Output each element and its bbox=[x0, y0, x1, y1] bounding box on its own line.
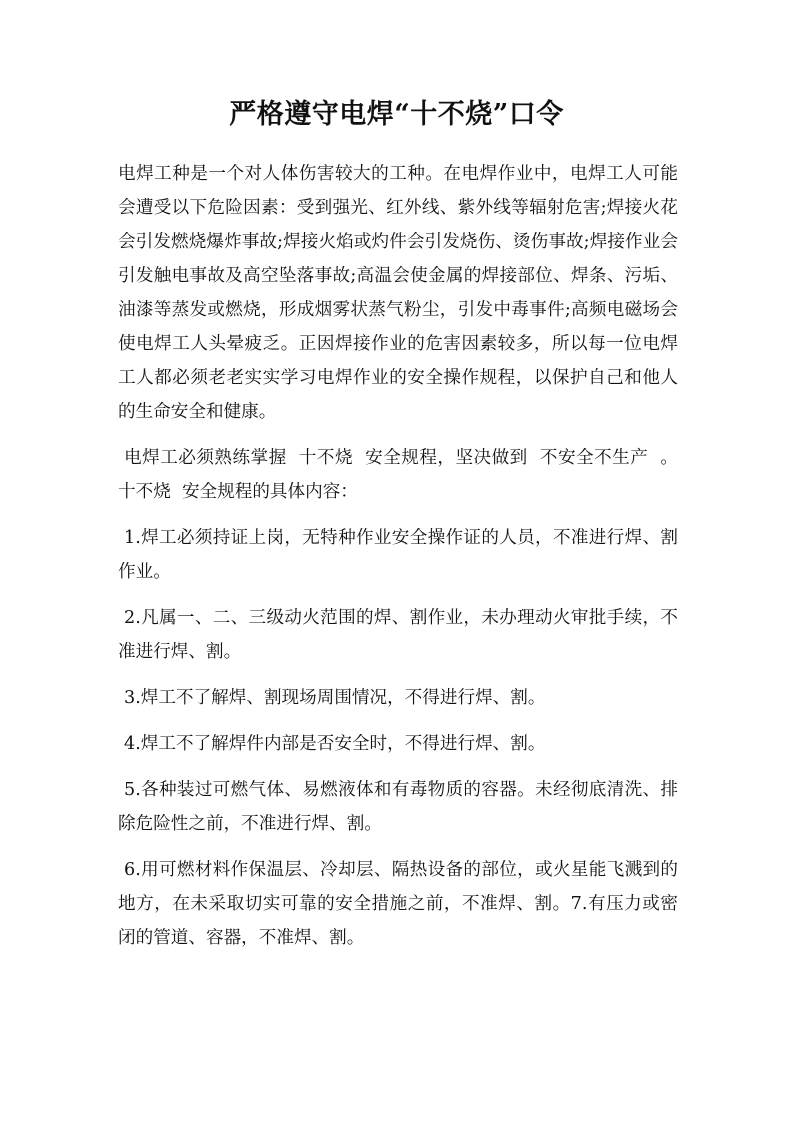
rule-item-4: 4.焊工不了解焊件内部是否安全时，不得进行焊、割。 bbox=[124, 734, 546, 754]
rule-item-5: 5.各种装过可燃气体、易燃液体和有毒物质的容器。未经彻底清洗、排除危险性之前，不准进行焊、割。 bbox=[118, 780, 678, 834]
rule-item-6-7: 6.用可燃材料作保温层、冷却层、隔热设备的部位，或火星能飞溅到的地方，在未采取切实可靠的安全措施之前，不准焊、割。7.有压力或密闭的管道、容器，不准焊、割。 bbox=[118, 860, 678, 948]
rule-item-1: 1.焊工必须持证上岗，无特种作业安全操作证的人员，不准进行焊、割作业。 bbox=[118, 528, 678, 582]
rule-item-2: 2.凡属一、二、三级动火范围的焊、割作业，未办理动火审批手续，不准进行焊、割。 bbox=[118, 608, 678, 662]
rules-intro-paragraph: 电焊工必须熟练掌握 十不烧 安全规程，坚决做到 不安全不生产 。 十不烧 安全规程的具体内容： bbox=[118, 448, 690, 502]
page-title: 严格遵守电焊“十不烧”口令 bbox=[229, 99, 564, 130]
rule-item-3: 3.焊工不了解焊、割现场周围情况，不得进行焊、割。 bbox=[124, 688, 546, 708]
document-body bbox=[118, 157, 690, 955]
intro-paragraph: 电焊工种是一个对人体伤害较大的工种。在电焊作业中，电焊工人可能会遭受以下危险因素：受到强光、红外线、紫外线等辐射危害;焊接火花会引发燃烧爆炸事故;焊接火焰或灼件会引发烧伤、烫伤事故;焊接作业会引发触电事故及高空坠落事故;高温会使金属的焊接部位、焊条、污垢、油漆等蒸发或燃烧，形成烟雾状蒸气粉尘，引发中毒事件;高频电磁场会使电焊工人头晕疲乏。正因焊接作业的危害因素较多，所以每一位电焊工人都必须老老实实学习电焊作业的安全操作规程，以保护自己和他人的生命安全和健康。 bbox=[118, 164, 678, 422]
